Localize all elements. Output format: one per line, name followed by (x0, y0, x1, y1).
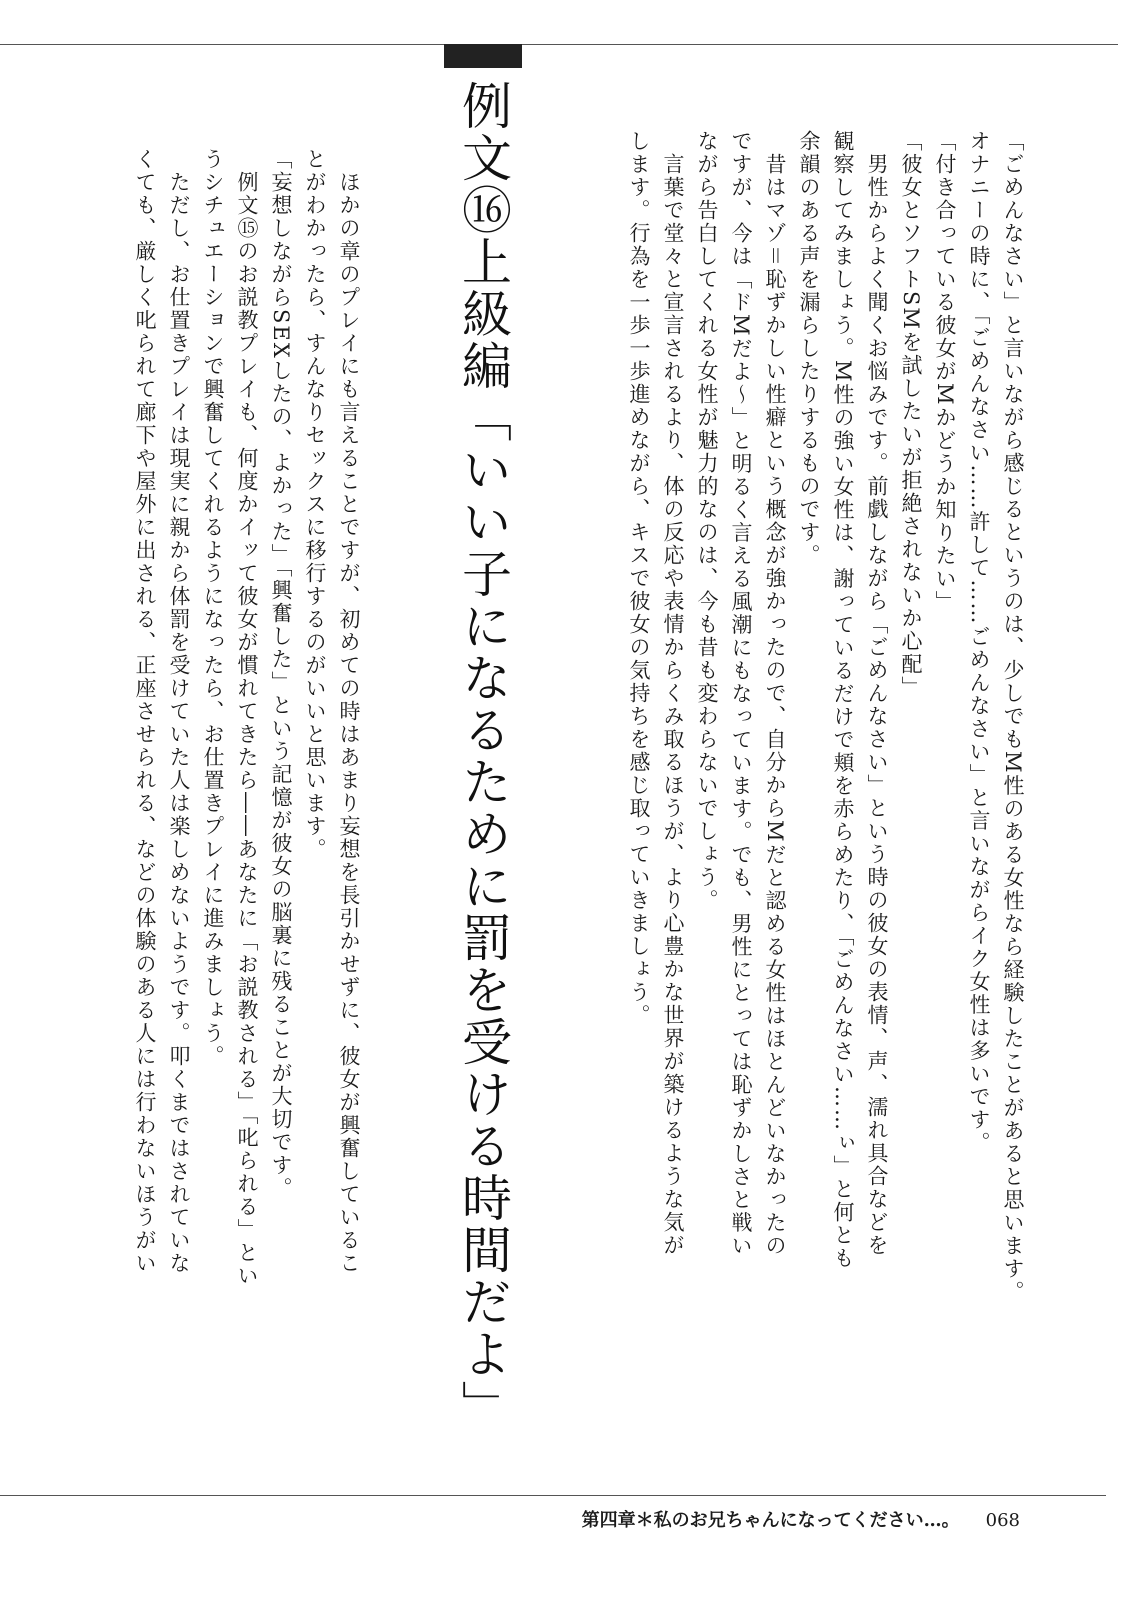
text-line: 「妄想しながらSEXしたの、よかった」「興奮した」という記憶が彼女の脳裏に残ることが大切です。 (269, 148, 293, 1201)
text-line: オナニーの時に、「ごめんなさい……許して……ごめんなさい」と言いながらイク女性は多いです。 (967, 130, 991, 1155)
page-number: 068 (985, 1510, 1020, 1531)
text-line: 男性からよく聞くお悩みです。前戯しながら「ごめんなさい」という時の彼女の表情、声、濡れ具合などを (865, 130, 889, 1257)
text-line: ただし、お仕置きプレイは現実に親から体罰を受けていた人は楽しめないようです。叩くまではされていな (167, 148, 191, 1275)
text-line: 「彼女とソフトSMを試したいが拒絶されないか心配」 (899, 130, 923, 699)
text-line: します。行為を一歩一歩進めながら、キスで彼女の気持ちを感じ取っていきましょう。 (627, 130, 651, 1027)
page-title: 例文⑯上級編「いい子になるために罰を受ける時間だよ」 (454, 80, 512, 1432)
text-line: ながら告白してくれる女性が魅力的なのは、今も昔も変わらないでしょう。 (695, 130, 719, 912)
top-rule (0, 44, 1118, 45)
body-text-right (622, 130, 1030, 1304)
text-line: 「ごめんなさい」と言いながら感じるというのは、少しでもM性のある女性なら経験したことがあると思います。 (1001, 130, 1025, 1304)
title-tab-marker (444, 44, 522, 68)
text-line: 例文⑮のお説教プレイも、何度かイッて彼女が慣れてきたら――あなたに「お説教される」「叱られる」とい (235, 148, 259, 1288)
text-line: ですが、今は「ドMだよ〜」と明るく言える風潮にもなっています。でも、男性にとっては恥ずかしさと戦い (729, 130, 753, 1258)
text-line: うシチュエーションで興奮してくれるようになったら、お仕置きプレイに進みましょう。 (201, 148, 225, 1068)
text-line: とがわかったら、すんなりセックスに移行するのがいいと思います。 (303, 148, 327, 861)
bottom-rule (0, 1495, 1106, 1496)
text-line: 観察してみましょう。M性の強い女性は、謝っているだけで頬を赤らめたり、「ごめんなさい……ぃ」と何とも (831, 130, 855, 1271)
body-text-left (128, 148, 366, 1288)
text-line: ほかの章のプレイにも言えることですが、初めての時はあまり妄想を長引かせずに、彼女が興奮しているこ (337, 148, 361, 1275)
chapter-title: 第四章＊私のお兄ちゃんになってください…。 (581, 1510, 960, 1531)
page-footer (582, 1506, 1020, 1532)
text-line: 言葉で堂々と宣言されるより、体の反応や表情からくみ取るほうが、より心豊かな世界が築けるような気が (661, 130, 685, 1257)
text-line: 昔はマゾ＝恥ずかしい性癖という概念が強かったので、自分からMだと認める女性はほとんどいなかったの (763, 130, 787, 1258)
text-line: 「付き合っている彼女がMかどうか知りたい」 (933, 130, 957, 614)
text-line: 余韻のある声を漏らしたりするものです。 (797, 130, 821, 567)
text-line: くても、厳しく叱られて廊下や屋外に出される、正座させられる、などの体験のある人には行わないほうがい (133, 148, 157, 1275)
